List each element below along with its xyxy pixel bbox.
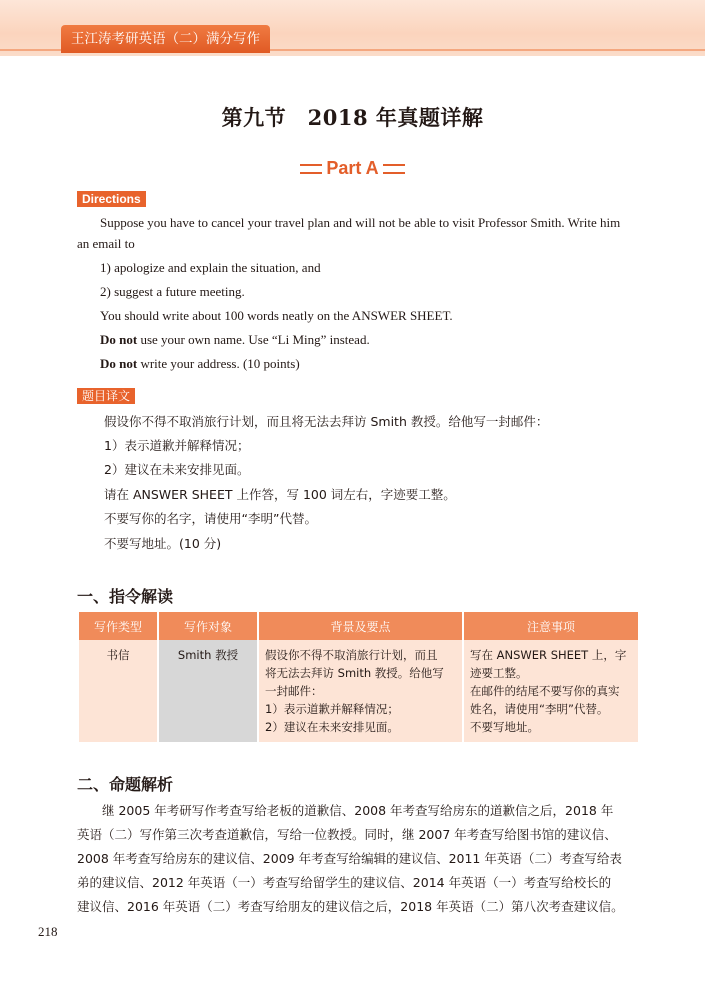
do-not-bold: Do not: [100, 332, 138, 347]
directions-line: [100, 331, 370, 349]
part-rule-left: [300, 164, 322, 174]
translation-line: 2）建议在未来安排见面。: [104, 462, 250, 477]
paragraph-line: 弟的建议信、2012 年英语（一）考查写给留学生的建议信、2014 年英语（一）考查写给校长的: [77, 875, 612, 890]
section-heading: 一、指令解读: [77, 587, 174, 606]
translation-label: 题目译文: [77, 388, 135, 404]
paragraph-line: 英语（二）写作第三次考查道歉信，写给一位教授。同时，继 2007 年考查写给图书馆的建议信、: [77, 827, 617, 842]
translation-line: 请在 ANSWER SHEET 上作答，写 100 词左右，字迹要工整。: [104, 487, 456, 502]
directions-line: Suppose you have to cancel your travel plan and will not be able to visit Professor Smith. Write him: [100, 215, 621, 230]
section-heading: 二、命题解析: [77, 775, 174, 794]
col-header: 写作类型: [79, 612, 157, 640]
cell-line: 假设你不得不取消旅行计划，而且: [265, 648, 438, 662]
table-row: [79, 640, 638, 742]
cell-type: 书信: [79, 640, 157, 742]
analysis-paragraph: [77, 799, 637, 919]
translation-line: 假设你不得不取消旅行计划，而且将无法去拜访 Smith 教授。给他写一封邮件：: [104, 414, 549, 429]
page-number: 218: [38, 924, 58, 939]
cell-background: [259, 640, 462, 742]
directions-line: an email to: [77, 236, 135, 251]
table-header-row: [79, 612, 638, 640]
directions-line: You should write about 100 words neatly on the ANSWER SHEET.: [100, 308, 453, 323]
cell-line: 迹要工整。: [470, 666, 528, 680]
cell-line: 2）建议在未来安排见面。: [265, 720, 399, 734]
instruction-table: [77, 612, 640, 742]
do-not-text: write your address. (10 points): [137, 356, 300, 371]
cell-line: 不要写地址。: [470, 720, 539, 734]
cell-line: 在邮件的结尾不要写你的真实: [470, 684, 620, 698]
part-rule-right: [383, 164, 405, 174]
directions-line: [100, 355, 300, 373]
col-header: 写作对象: [159, 612, 257, 640]
cell-line: 姓名，请使用“李明”代替。: [470, 702, 609, 716]
paragraph-line: 2008 年考查写给房东的建议信、2009 年考查写给编辑的建议信、2011 年英语（二）考查写给表: [77, 851, 622, 866]
col-header: 背景及要点: [259, 612, 462, 640]
do-not-text: use your own name. Use “Li Ming” instead.: [137, 332, 370, 347]
col-header: 注意事项: [464, 612, 638, 640]
translation-line: 不要写地址。(10 分): [104, 536, 222, 551]
paragraph-line: 建议信、2016 年英语（二）考查写给朋友的建议信之后，2018 年英语（二）第八次考查建议信。: [77, 899, 624, 914]
cell-target: Smith 教授: [159, 640, 257, 742]
paragraph-line: 继 2005 年考研写作考查写给老板的道歉信、2008 年考查写给房东的道歉信之后，2018 年: [102, 803, 614, 818]
book-title-tab: 王江涛考研英语（二）满分写作: [61, 25, 270, 53]
section-title: 第九节 2018 年真题详解: [221, 105, 484, 130]
cell-line: 1）表示道歉并解释情况；: [265, 702, 399, 716]
cell-line: 将无法去拜访 Smith 教授。给他写: [265, 666, 444, 680]
part-heading: [0, 158, 705, 179]
cell-line: 写在 ANSWER SHEET 上，字: [470, 648, 627, 662]
translation-line: 不要写你的名字，请使用“李明”代替。: [104, 511, 317, 526]
directions-line: 1) apologize and explain the situation, and: [100, 260, 321, 275]
translation-line: 1）表示道歉并解释情况；: [104, 438, 250, 453]
part-label: Part A: [326, 158, 379, 178]
directions-label: Directions: [77, 191, 146, 207]
cell-notes: [464, 640, 638, 742]
directions-line: 2) suggest a future meeting.: [100, 284, 245, 299]
do-not-bold: Do not: [100, 356, 138, 371]
cell-line: 一封邮件：: [265, 684, 323, 698]
